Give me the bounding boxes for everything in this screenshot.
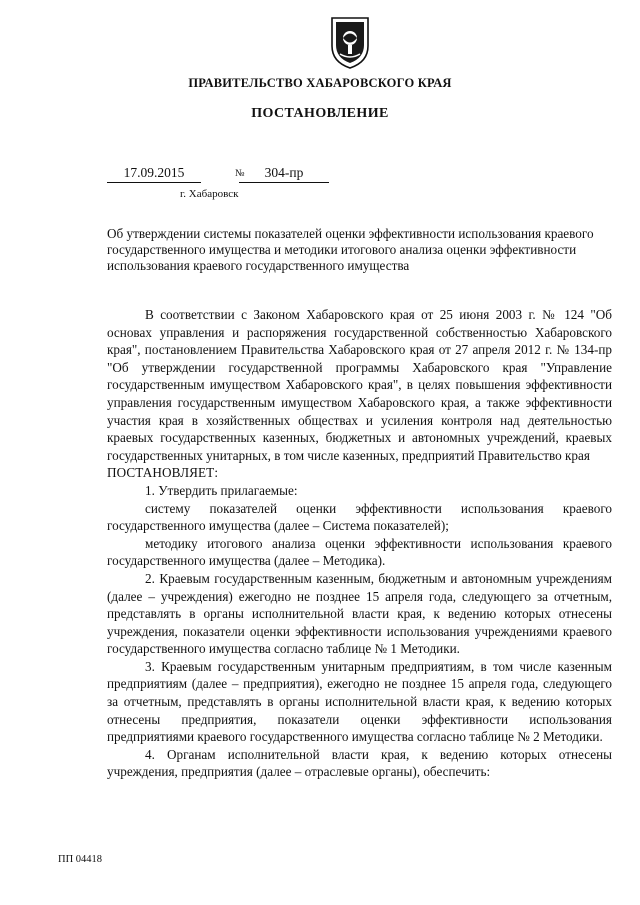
preamble-paragraph: В соответствии с Законом Хабаровского края от 25 июня 2003 г. № 124 "Об основах управления и распоряжения государственной собственностью Хабаровского края", постановлением Правительства Хабаровского края от 27 апреля 2012 г. № 134-пр "Об утверждении государственной программы Хабаровского края "Управление государственным имуществом Хабаровского края", в целях повышения эффективности управления государственным имуществом Хабаровского края, а также эффективности участия края в хозяйственных обществах и усиления контроля над деятельностью краевых государственных казенных, бюджетных и автономных учреждений, краевых государственных унитарных, в том числе казенных, предприятий Правительство края bbox=[107, 307, 612, 463]
government-title: ПРАВИТЕЛЬСТВО ХАБАРОВСКОГО КРАЯ bbox=[188, 76, 452, 90]
document-subject: Об утверждении системы показателей оценки эффективности использования краевого государственного имущества и методики итогового анализа оценки эффективности использования краевого государственного имущества bbox=[107, 226, 594, 273]
item-paragraph: систему показателей оценки эффективности использования краевого государственного имущества (далее – Система показателей); bbox=[107, 500, 612, 534]
city: г. Хабаровск bbox=[180, 188, 239, 200]
document-date: 17.09.2015 bbox=[107, 164, 201, 183]
number-sign: № bbox=[235, 168, 245, 179]
khabarovsk-coat-of-arms-icon bbox=[328, 14, 372, 70]
footer-code: ПП 04418 bbox=[58, 854, 103, 865]
item-paragraph: 2. Краевым государственным казенным, бюджетным и автономным учреждениям (далее – учреждения) ежегодно не позднее 15 апреля года, следующего за отчетным, представлять в органы исполнительной власти края, к ведению которых отнесены учреждения, показатели оценки эффективности использования учреждениями краевого государственного имущества согласно таблице № 1 Методики. bbox=[107, 570, 612, 657]
document-body bbox=[107, 306, 612, 781]
item-paragraph: методику итогового анализа оценки эффективности использования краевого государственного имущества (далее – Методика). bbox=[107, 535, 612, 569]
document-type: ПОСТАНОВЛЕНИЕ bbox=[251, 106, 389, 121]
item-paragraph: 4. Органам исполнительной власти края, к ведению которых отнесены учреждения, предприятия (далее – отраслевые органы), обеспечить: bbox=[107, 746, 612, 780]
item-paragraph: 3. Краевым государственным унитарным предприятиям, в том числе казенным предприятиям (далее – предприятия), ежегодно не позднее 15 апреля года, следующего за отчетным, представлять в органы исполнительной власти края, к ведению которых отнесены предприятия, показатели оценки эффективности использования предприятиями краевого государственного имущества согласно таблице № 2 Методики. bbox=[107, 658, 612, 745]
item-paragraph: 1. Утвердить прилагаемые: bbox=[145, 482, 298, 498]
document-number: 304-пр bbox=[239, 164, 329, 183]
decree-word: ПОСТАНОВЛЯЕТ: bbox=[107, 465, 219, 481]
